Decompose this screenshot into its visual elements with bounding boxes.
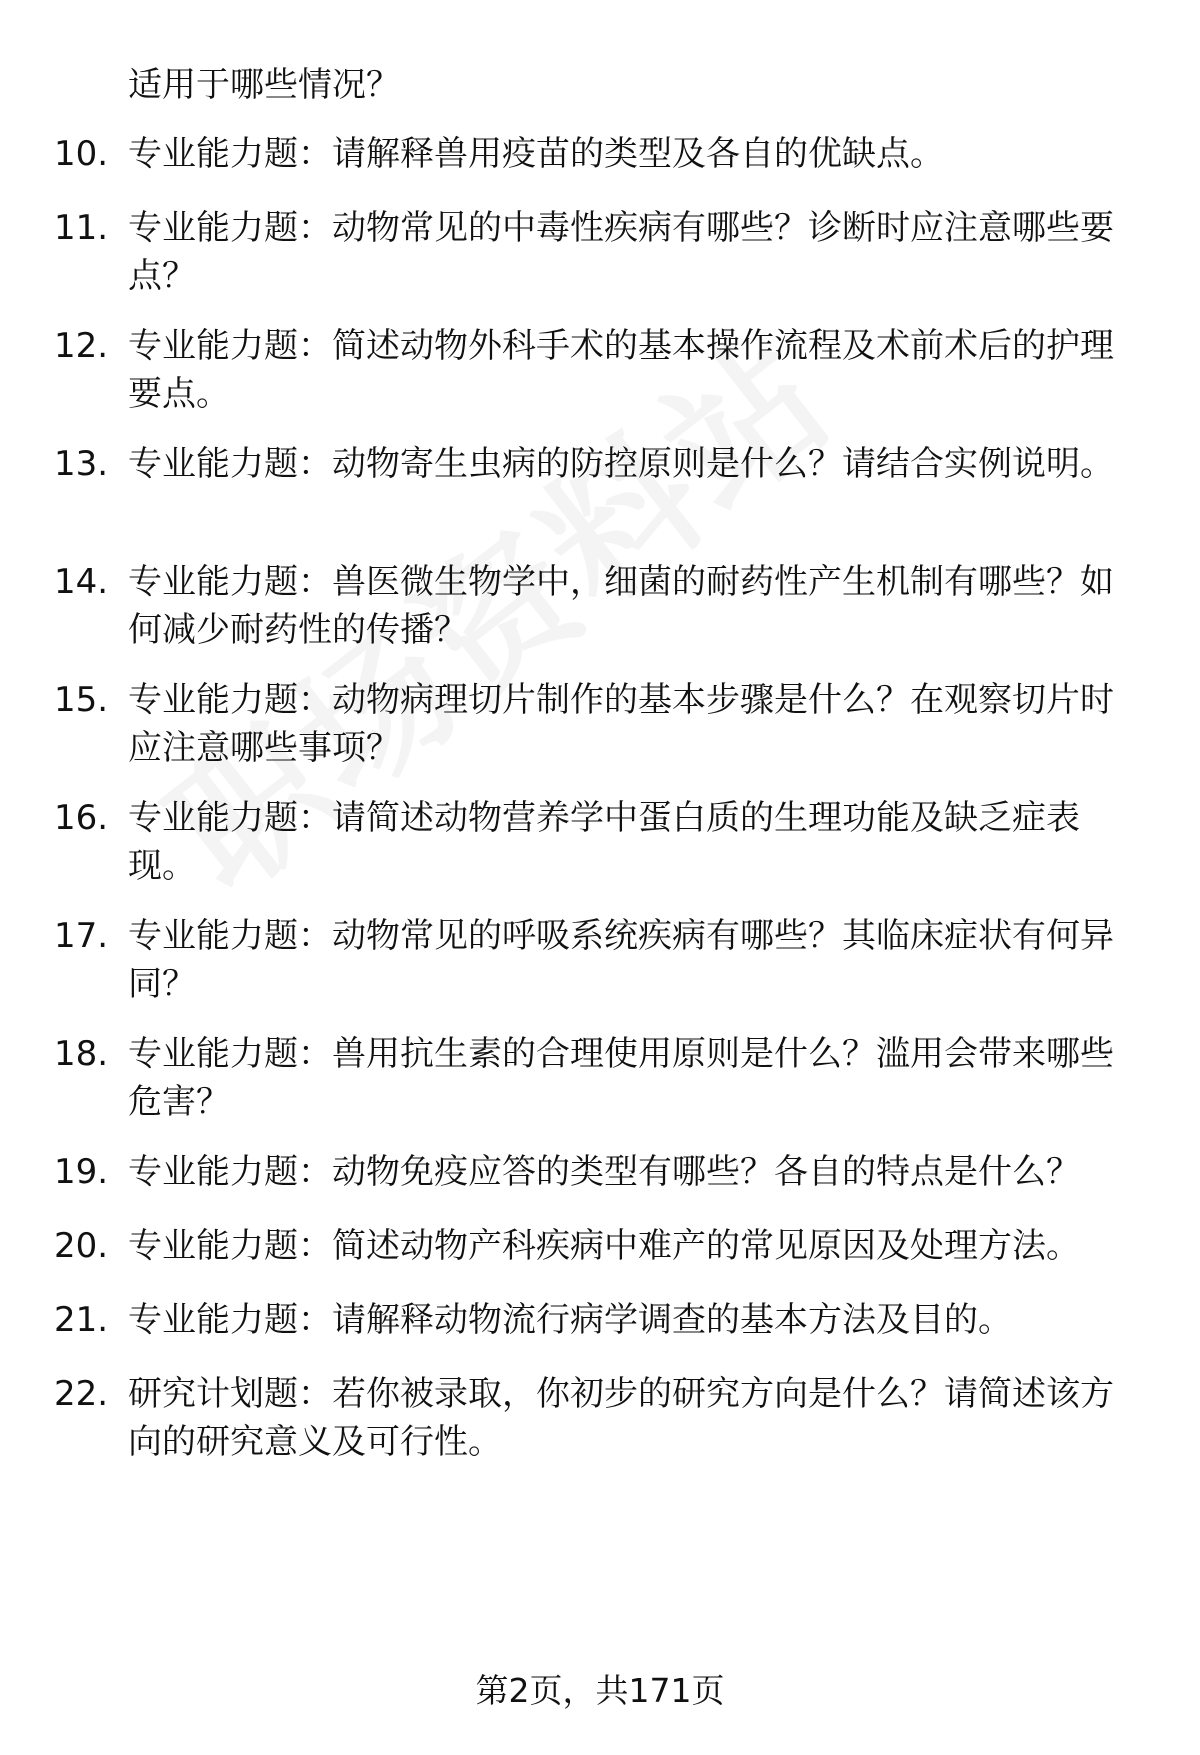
item-number: 11. (54, 208, 109, 248)
item-text: 专业能力题：动物病理切片制作的基本步骤是什么？在观察切片时应注意哪些事项？ (128, 680, 1114, 768)
item-number: 17. (54, 916, 109, 956)
item-text: 研究计划题：若你被录取，你初步的研究方向是什么？请简述该方向的研究意义及可行性。 (128, 1374, 1114, 1462)
item-number: 15. (54, 680, 109, 720)
item-text: 专业能力题：请简述动物营养学中蛋白质的生理功能及缺乏症表现。 (128, 798, 1080, 886)
item-text: 专业能力题：兽医微生物学中，细菌的耐药性产生机制有哪些？如何减少耐药性的传播？ (128, 562, 1114, 650)
item-text: 专业能力题：请解释兽用疫苗的类型及各自的优缺点。 (128, 134, 944, 174)
item-number: 13. (54, 444, 109, 484)
item-text: 专业能力题：动物寄生虫病的防控原则是什么？请结合实例说明。 (128, 444, 1114, 484)
item-text: 专业能力题：动物常见的呼吸系统疾病有哪些？其临床症状有何异同？ (128, 916, 1114, 1004)
item-number: 22. (54, 1374, 109, 1414)
item-number: 10. (54, 134, 109, 174)
item-number: 21. (54, 1300, 109, 1340)
item-number: 16. (54, 798, 109, 838)
item-text: 专业能力题：动物常见的中毒性疾病有哪些？诊断时应注意哪些要点？ (128, 208, 1114, 296)
item-number: 20. (54, 1226, 109, 1266)
item-text: 专业能力题：动物免疫应答的类型有哪些？各自的特点是什么？ (128, 1152, 1080, 1192)
item-number: 14. (54, 562, 109, 602)
item-text: 专业能力题：请解释动物流行病学调查的基本方法及目的。 (128, 1300, 1012, 1340)
continuation-line: 适用于哪些情况？ (128, 65, 400, 105)
item-text: 专业能力题：兽用抗生素的合理使用原则是什么？滥用会带来哪些危害？ (128, 1034, 1114, 1122)
item-text: 专业能力题：简述动物产科疾病中难产的常见原因及处理方法。 (128, 1226, 1080, 1266)
item-number: 19. (54, 1152, 109, 1192)
page-footer: 第2页，共171页 (475, 1671, 725, 1710)
item-number: 18. (54, 1034, 109, 1074)
item-number: 12. (54, 326, 109, 366)
item-text: 专业能力题：简述动物外科手术的基本操作流程及术前术后的护理要点。 (128, 326, 1114, 414)
